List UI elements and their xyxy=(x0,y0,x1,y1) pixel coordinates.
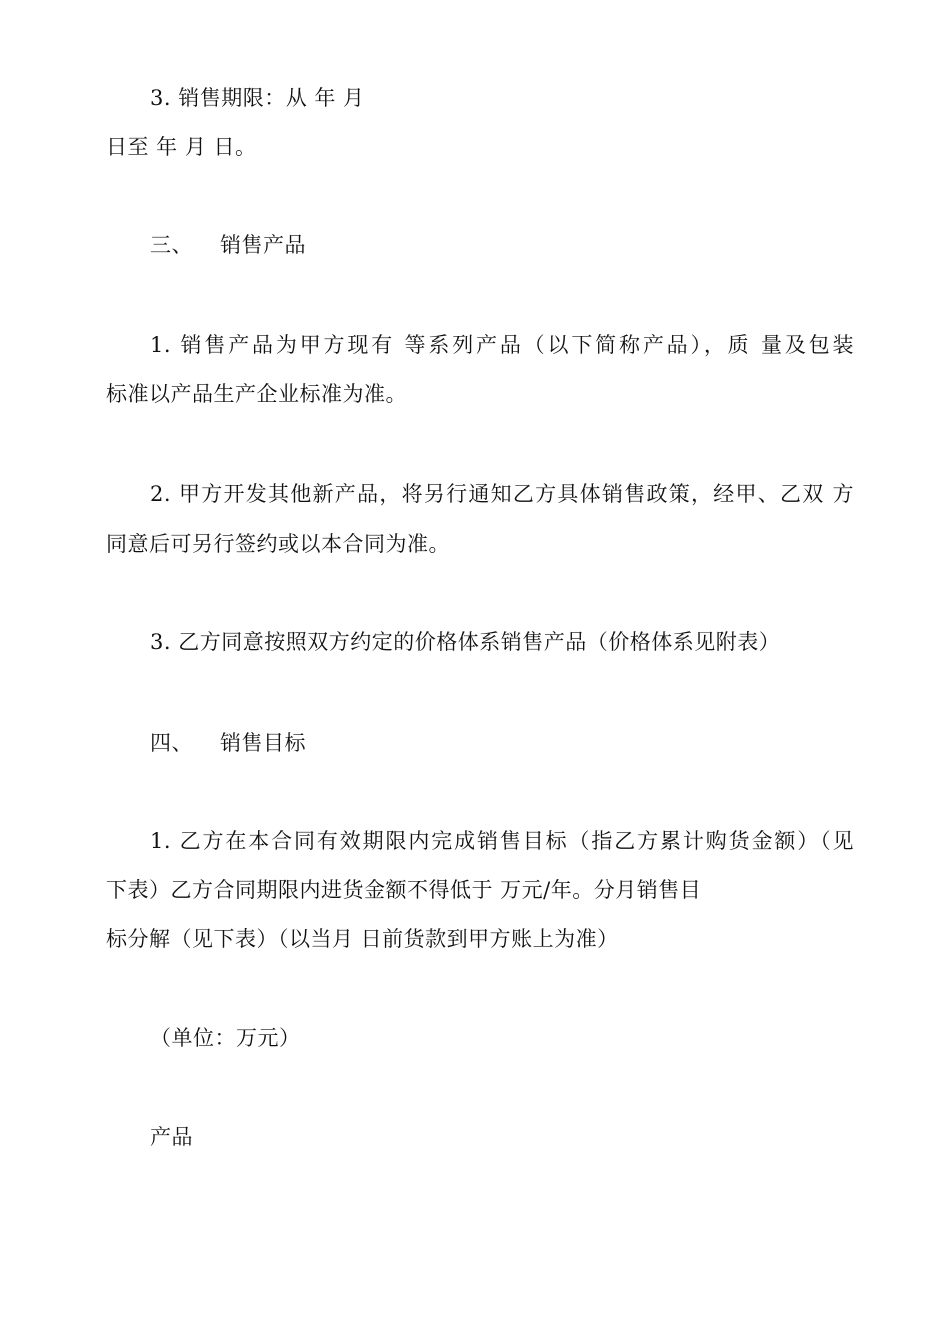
table-header-product: 产品 xyxy=(150,1125,193,1149)
product-clause-2-line-2: 同意后可另行签约或以本合同为准。 xyxy=(106,532,450,556)
unit-note: （单位：万元） xyxy=(150,1026,301,1050)
sales-period-line-2: 日至 年 月 日。 xyxy=(106,135,257,159)
product-clause-1-line-2: 标准以产品生产企业标准为准。 xyxy=(106,382,407,406)
target-clause-line-3: 标分解（见下表）（以当月 日前货款到甲方账上为准） xyxy=(106,927,619,951)
section-3-title: 销售产品 xyxy=(220,233,306,257)
target-clause-line-2: 下表）乙方合同期限内进货金额不得低于 万元/年。分月销售目 xyxy=(106,878,702,902)
section-4-number: 四、 xyxy=(150,731,193,755)
section-4-title: 销售目标 xyxy=(220,731,306,755)
product-clause-3: 3. 乙方同意按照双方约定的价格体系销售产品（价格体系见附表） xyxy=(150,630,781,654)
sales-period-line-1: 3. 销售期限：从 年 月 xyxy=(150,86,365,110)
target-clause-line-1: 1. 乙方在本合同有效期限内完成销售目标（指乙方累计购货金额）（见 xyxy=(150,829,854,853)
product-clause-1-line-1: 1. 销售产品为甲方现有 等系列产品（以下简称产品），质 量及包装 xyxy=(150,333,854,357)
product-clause-2-line-1: 2. 甲方开发其他新产品，将另行通知乙方具体销售政策，经甲、乙双 方 xyxy=(150,482,854,506)
section-3-number: 三、 xyxy=(150,233,193,257)
